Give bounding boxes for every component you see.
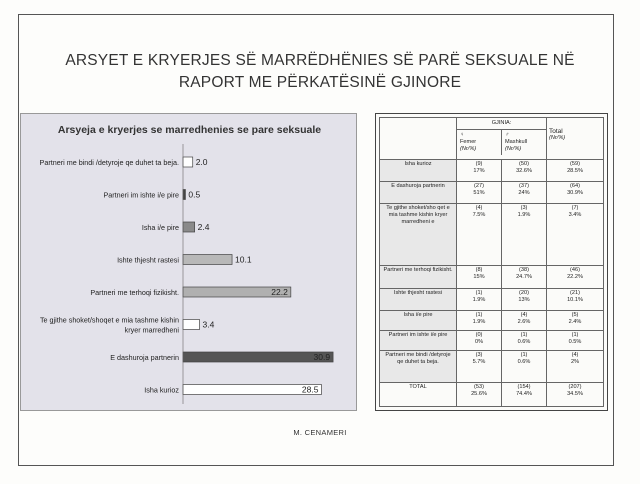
female-unit: (Nr/%) [460, 146, 477, 152]
cell-m [502, 182, 547, 204]
cell-percent: 10.1% [567, 296, 583, 303]
category-label: Partneri im ishte i/e pire [103, 190, 179, 200]
cell-percent: 2.6% [517, 318, 531, 325]
cell-count: (7) [571, 205, 579, 212]
category-label: Isha kurioz [144, 385, 179, 395]
category-label: Ishte thjesht rastesi [117, 255, 179, 265]
total-unit: (Nr/%) [549, 135, 566, 141]
cell-t [547, 310, 604, 330]
cell-t [547, 266, 604, 288]
cell-f [457, 330, 502, 350]
title-line-1: ARSYET E KRYERJES SË MARRËDHËNIES SË PARË SEKSUALE NË [65, 52, 575, 69]
value-label: 10.1 [235, 254, 252, 265]
cell-count: (1) [475, 311, 483, 318]
cell-f [457, 382, 502, 406]
category-label: Te gjithe shoket/shoqet e mia tashme kishin kryer marredheni [39, 315, 179, 335]
cell-percent: 0% [474, 338, 484, 345]
table-row [380, 310, 604, 330]
cell-f [457, 350, 502, 382]
bar [183, 190, 185, 200]
cell-count: (1) [571, 331, 579, 338]
cell-percent: 7.5% [472, 212, 486, 219]
cell-f [457, 204, 502, 266]
row-label: Isha i/e pire [380, 310, 457, 330]
total-column-header [547, 118, 604, 160]
table-header-row [380, 118, 604, 160]
cell-count: (3) [520, 205, 528, 212]
male-label: Mashkull [505, 139, 528, 145]
cell-percent: 15% [473, 274, 485, 281]
cell-count: (8) [475, 267, 483, 274]
cell-f [457, 310, 502, 330]
cell-count: (1) [475, 289, 483, 296]
row-label: E dashuroja partnerin [380, 182, 457, 204]
chart-svg [21, 114, 358, 412]
category-label: Isha i/e pire [141, 223, 179, 232]
cell-count: (3) [475, 351, 483, 358]
value-label: 2.4 [197, 222, 210, 232]
row-label: Partneri me terhoqi fizikisht. [380, 266, 457, 288]
cell-percent: 30.9% [567, 190, 583, 197]
bar [183, 385, 321, 395]
cell-percent: 5.7% [472, 358, 486, 365]
cell-f [457, 182, 502, 204]
cell-percent: 1.9% [517, 212, 531, 219]
category-label: E dashuroja partnerin [110, 353, 179, 362]
cell-percent: 28.5% [567, 168, 583, 175]
page-title [40, 50, 600, 94]
female-column-header [457, 130, 502, 155]
cell-count: (4) [475, 205, 483, 212]
cell-count: (38) [519, 267, 529, 274]
title-line-2: RAPORT ME PËRKATËSINË GJINORE [178, 74, 462, 91]
row-label: Isha kurioz [380, 160, 457, 182]
value-label: 2.0 [195, 157, 208, 167]
cell-m [502, 350, 547, 382]
cell-percent: 2.4% [568, 318, 582, 325]
category-label: Partneri me terhoqi fizikisht. [90, 288, 179, 297]
cell-count: (21) [570, 289, 580, 296]
table-row [380, 204, 604, 266]
cell-m [502, 204, 547, 266]
cell-t [547, 288, 604, 310]
cell-m [502, 288, 547, 310]
value-label: 22.2 [271, 287, 288, 297]
author-footer: M. CENAMERI [293, 428, 347, 437]
bar [183, 320, 200, 330]
cell-percent: 0.6% [517, 338, 531, 345]
cell-count: (154) [517, 383, 531, 390]
cell-m [502, 266, 547, 288]
table-row [380, 266, 604, 288]
category-label: Partneri me bindi /detyroje qe duhet ta beja. [39, 158, 179, 167]
male-symbol-icon: ♂ [505, 132, 510, 138]
cell-t [547, 382, 604, 406]
table-row [380, 330, 604, 350]
cell-count: (9) [475, 161, 483, 168]
cell-t [547, 182, 604, 204]
cell-m [502, 160, 547, 182]
cell-percent: 0.6% [517, 358, 531, 365]
total-row-label: TOTAL [380, 382, 457, 406]
cell-t [547, 160, 604, 182]
value-label: 28.5 [301, 384, 319, 395]
header-blank-cell [380, 118, 457, 160]
cell-percent: 2% [570, 358, 580, 365]
cell-t [547, 330, 604, 350]
cell-count: (64) [570, 183, 580, 190]
cell-count: (5) [571, 311, 579, 318]
cell-count: (50) [519, 161, 529, 168]
cell-count: (27) [474, 183, 484, 190]
cell-percent: 25.6% [471, 390, 487, 397]
cell-count: (1) [520, 331, 528, 338]
total-label: Total [549, 128, 563, 135]
cell-percent: 0.5% [568, 338, 582, 345]
table-row [380, 288, 604, 310]
cell-f [457, 288, 502, 310]
row-label: Te gjithe shoket/sho qet e mia tashme kishin kryer marredheni e [380, 204, 457, 266]
row-label: Ishte thjesht rastesi [380, 288, 457, 310]
cell-count: (1) [520, 351, 528, 358]
cell-count: (207) [568, 383, 582, 390]
value-label: 3.4 [202, 319, 215, 330]
table-row [380, 160, 604, 182]
cell-percent: 24.7% [516, 274, 532, 281]
cell-t [547, 204, 604, 266]
cell-m [502, 330, 547, 350]
cell-percent: 34.5% [567, 390, 583, 397]
cell-f [457, 266, 502, 288]
cell-percent: 51% [473, 190, 485, 197]
cell-f [457, 160, 502, 182]
gender-table-panel [375, 113, 608, 411]
table-total-row [380, 382, 604, 406]
bar [183, 157, 193, 167]
cell-percent: 3.4% [568, 212, 582, 219]
value-label: 0.5 [188, 189, 201, 200]
cell-percent: 1.9% [472, 296, 486, 303]
gender-table [379, 117, 604, 407]
cell-m [502, 382, 547, 406]
cell-percent: 32.6% [516, 168, 532, 175]
cell-count: (4) [520, 311, 528, 318]
cell-t [547, 350, 604, 382]
table-row [380, 182, 604, 204]
cell-count: (4) [571, 351, 579, 358]
cell-percent: 74.4% [516, 390, 532, 397]
cell-count: (59) [570, 161, 580, 168]
female-label: Femer [460, 139, 477, 145]
cell-percent: 22.2% [567, 274, 583, 281]
male-unit: (Nr/%) [505, 146, 522, 152]
gender-group-label: GJINIA: [457, 118, 546, 130]
bar [183, 255, 232, 265]
gender-group-header [457, 118, 547, 160]
cell-count: (37) [519, 183, 529, 190]
cell-count: (53) [474, 383, 484, 390]
cell-percent: 17% [473, 168, 485, 175]
cell-count: (0) [475, 331, 483, 338]
chart-title: Arsyeja e kryerjes se marredhenies se pare seksuale [57, 124, 322, 136]
bar [183, 352, 333, 362]
cell-count: (46) [570, 267, 580, 274]
table-row [380, 350, 604, 382]
value-label: 30.9 [313, 352, 331, 362]
cell-m [502, 310, 547, 330]
cell-count: (20) [519, 289, 529, 296]
bar-chart [20, 113, 357, 411]
male-column-header [502, 130, 546, 155]
cell-percent: 1.9% [472, 318, 486, 325]
row-label: Partneri me bindi /detyroje qe duhet ta beja. [380, 350, 457, 382]
cell-percent: 24% [518, 190, 530, 197]
cell-percent: 13% [518, 296, 530, 303]
row-label: Partneri im ishte i/e pire [380, 330, 457, 350]
female-symbol-icon: ♀ [460, 132, 465, 138]
bar [183, 222, 195, 232]
